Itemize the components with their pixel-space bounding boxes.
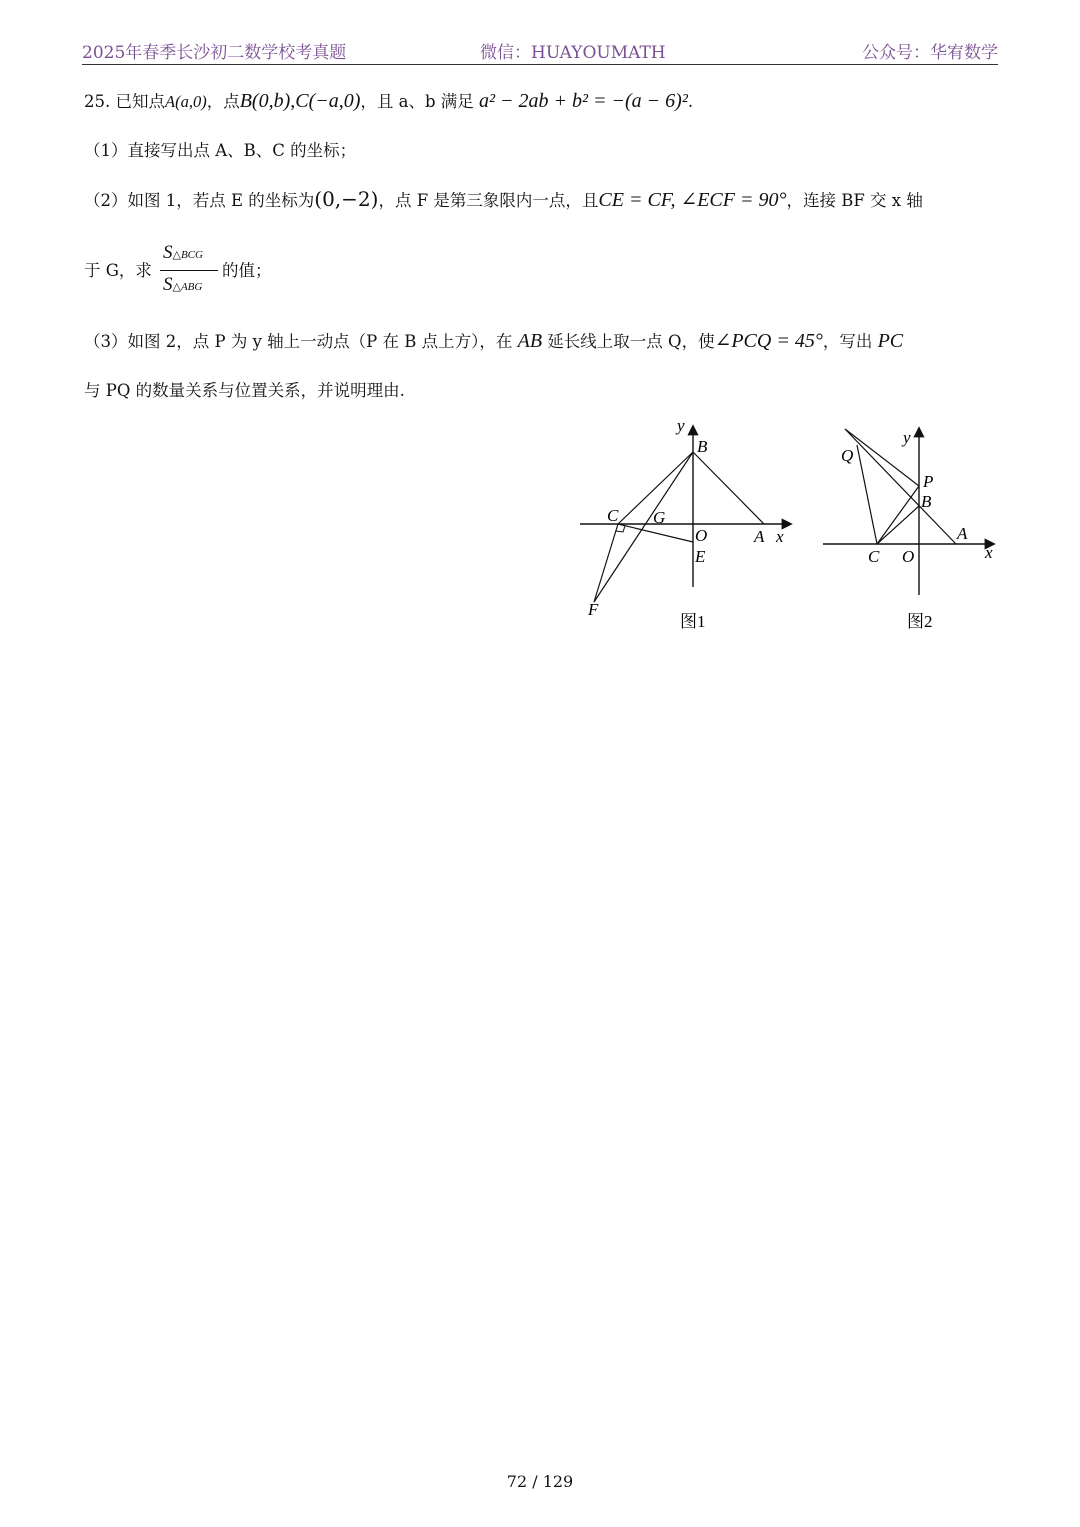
part2-line2-suffix: 的值； [222,261,272,280]
condition-equation: a² − 2ab + b² = −(a − 6)² [479,90,688,112]
part3-line2: 与 PQ 的数量关系与位置关系，并说明理由. [84,381,405,400]
page-header [82,38,998,64]
page-number: 72 / 129 [506,1472,574,1491]
figure-1 [570,415,810,640]
fig2-label-x: x [985,543,993,562]
fig2-label-y: y [903,428,911,447]
area-ratio-fraction: S△BCG S△ABG [160,242,218,300]
fig1-label-c: C [607,506,619,525]
segment-cp [877,486,919,544]
fig1-label-x: x [776,527,784,546]
header-divider [82,64,998,65]
part3-line1: （3）如图 2，点 P 为 y 轴上一动点（P 在 B 点上方），在 AB 延长线上取一点 Q，使∠PCQ = 45°，写出 PC [84,330,904,352]
part1-text: （1）直接写出点 A、B、C 的坐标； [84,141,357,160]
fraction-bar [160,270,218,271]
fig2-label-p: P [923,472,934,491]
coord-e: (0,−2) [314,187,379,211]
part3-angle: ∠PCQ = 45° [714,330,823,352]
points-bc: B(0,b),C(−a,0) [239,90,361,112]
problem-statement: 25. 已知点A(a,0)，点B(0,b),C(−a,0)，且 a、b 满足 a² − 2ab + b² = −(a − 6)². [84,90,694,112]
header-account: 公众号：华宥数学 [862,43,998,63]
figure-2 [815,415,1005,640]
fig1-caption: 图1 [680,612,706,631]
part2-line2-prefix: 于 G，求 [84,261,152,280]
fig2-label-b: B [921,492,932,511]
problem-number: 25. [84,92,111,111]
fig2-caption: 图2 [907,612,933,631]
segment-cf [594,524,618,602]
part2-condition: CE = CF, ∠ECF = 90° [598,189,787,211]
fig2-label-o: O [902,547,915,566]
fig2-label-q: Q [841,446,854,465]
fig1-label-f: F [588,600,599,619]
fig1-label-a: A [754,527,765,546]
header-wechat: 微信：HUAYOUMATH [480,43,666,63]
fig1-label-y: y [677,416,685,435]
fig1-label-e: E [695,547,706,566]
part2-line1: （2）如图 1，若点 E 的坐标为(0,−2)，点 F 是第三象限内一点，且CE = CF, ∠ECF = 90°，连接 BF 交 x 轴 [84,187,923,211]
fig1-label-g: G [653,508,666,527]
fig2-label-c: C [868,547,880,566]
segment-bf [594,452,693,602]
fig2-label-a: A [957,524,968,543]
segment-cb [877,506,919,544]
header-title: 2025年春季长沙初二数学校考真题 [82,43,347,63]
fig1-label-o: O [695,526,708,545]
point-a: A(a,0) [165,92,207,111]
segment-qa [845,429,956,544]
segment-ab [693,452,764,524]
fig1-label-b: B [697,437,708,456]
